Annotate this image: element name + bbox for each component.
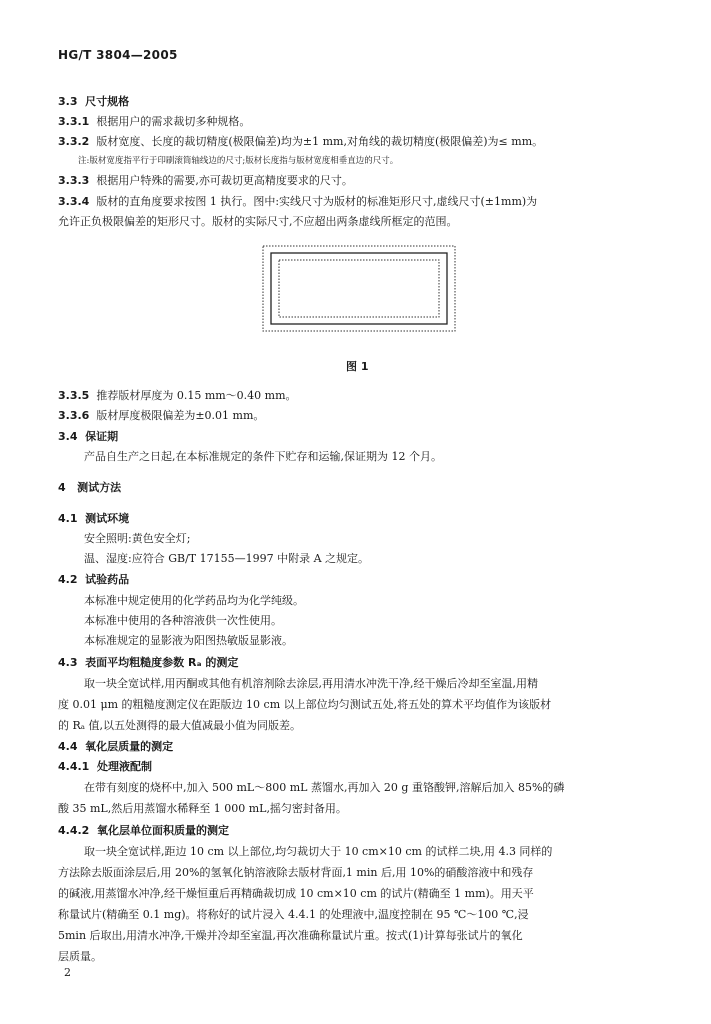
section-number: 4 bbox=[58, 481, 66, 494]
clause-number: 3.3.6 bbox=[58, 409, 90, 422]
section-4-4-1-line-2: 酸 35 mL,然后用蒸馏水稀释至 1 000 mL,摇匀密封备用。 bbox=[58, 802, 347, 815]
section-3-4-body: 产品自生产之日起,在本标准规定的条件下贮存和运输,保证期为 12 个月。 bbox=[84, 450, 442, 463]
clause-3-3-5 bbox=[58, 388, 297, 404]
section-4-4-2-line-4: 称量试片(精确至 0.1 mg)。将称好的试片浸入 4.4.1 的处理液中,温度控制在 95 ℃～100 ℃,浸 bbox=[58, 908, 529, 921]
clause-text: 根据用户特殊的需要,亦可裁切更高精度要求的尺寸。 bbox=[96, 174, 353, 187]
clause-3-3-2 bbox=[58, 134, 543, 150]
section-4-4-2-line-6: 层质量。 bbox=[58, 950, 102, 963]
section-title: 氧化层质量的测定 bbox=[85, 740, 174, 753]
clause-3-3-4-line-2: 允许正负极限偏差的矩形尺寸。版材的实际尺寸,不应超出两条虚线所框定的范围。 bbox=[58, 215, 458, 228]
section-4-4-1-heading bbox=[58, 759, 152, 775]
clause-text: 版材厚度极限偏差为±0.01 mm。 bbox=[96, 409, 265, 422]
section-title: 保证期 bbox=[85, 430, 119, 443]
section-title: 表面平均粗糙度参数 Rₐ 的测定 bbox=[85, 656, 239, 669]
clause-number: 3.3.1 bbox=[58, 115, 90, 128]
section-number: 4.1 bbox=[58, 512, 78, 525]
standard-rect bbox=[271, 253, 447, 324]
section-4-3-line-2: 度 0.01 μm 的粗糙度测定仪在距版边 10 cm 以上部位均匀测试五处,将五处的算术平均值作为该版材 bbox=[58, 698, 552, 711]
section-title: 测试方法 bbox=[77, 481, 122, 494]
section-4-3-heading bbox=[58, 655, 238, 671]
section-title: 尺寸规格 bbox=[85, 95, 130, 108]
section-number: 4.4 bbox=[58, 740, 78, 753]
clause-3-3-1 bbox=[58, 114, 250, 130]
section-number: 3.4 bbox=[58, 430, 78, 443]
clause-text: 版材的直角度要求按图 1 执行。图中:实线尺寸为版材的标准矩形尺寸,虚线尺寸(±1mm)为 bbox=[96, 195, 538, 208]
clause-3-3-4-line-1 bbox=[58, 194, 537, 210]
clause-text: 版材宽度、长度的裁切精度(极限偏差)均为±1 mm,对角线的裁切精度(极限偏差)为≤ mm。 bbox=[96, 135, 544, 148]
section-title: 氧化层单位面积质量的测定 bbox=[97, 824, 229, 837]
section-4-1-heading bbox=[58, 511, 129, 527]
section-4-1-line-1: 安全照明:黄色安全灯; bbox=[84, 532, 191, 545]
note-3-3-2: 注:版材宽度指平行于印刷滚筒轴线边的尺寸;版材长度指与版材宽度相垂直边的尺寸。 bbox=[78, 156, 399, 166]
clause-text: 根据用户的需求裁切多种规格。 bbox=[96, 115, 251, 128]
section-4-3-line-1: 取一块全宽试样,用丙酮或其他有机溶剂除去涂层,再用清水冲洗干净,经干燥后冷却至室温,用精 bbox=[84, 677, 538, 690]
section-4-2-line-1: 本标准中规定使用的化学药品均为化学纯级。 bbox=[84, 594, 304, 607]
document-code-header: HG/T 3804—2005 bbox=[58, 48, 178, 62]
section-4-4-heading bbox=[58, 739, 173, 755]
section-4-4-2-heading bbox=[58, 823, 229, 839]
section-4-4-2-line-2: 方法除去版面涂层后,用 20%的氢氧化钠溶液除去版材背面,1 min 后,用 10%的硝酸溶液中和残存 bbox=[58, 866, 534, 879]
page-number: 2 bbox=[64, 966, 71, 979]
inner-tolerance-rect bbox=[279, 260, 439, 317]
section-4-4-2-line-5: 5min 后取出,用清水冲净,干燥并冷却至室温,再次准确称量试片重。按式(1)计算每张试片的氧化 bbox=[58, 929, 523, 942]
section-number: 4.2 bbox=[58, 573, 78, 586]
section-3-4-heading bbox=[58, 429, 118, 445]
section-4-heading bbox=[58, 480, 121, 496]
section-title: 测试环境 bbox=[85, 512, 130, 525]
section-title: 处理液配制 bbox=[97, 760, 152, 773]
section-4-4-2-line-3: 的碱液,用蒸馏水冲净,经干燥恒重后再精确裁切成 10 cm×10 cm 的试片(精确至 1 mm)。用天平 bbox=[58, 887, 534, 900]
section-number: 4.4.1 bbox=[58, 760, 90, 773]
section-number: 3.3 bbox=[58, 95, 78, 108]
section-4-4-2-line-1: 取一块全宽试样,距边 10 cm 以上部位,均匀裁切大于 10 cm×10 cm 的试样二块,用 4.3 同样的 bbox=[84, 845, 553, 858]
outer-tolerance-rect bbox=[263, 246, 455, 331]
figure-caption: 图 1 bbox=[346, 360, 369, 373]
clause-number: 3.3.4 bbox=[58, 195, 90, 208]
section-4-3-line-3: 的 Rₐ 值,以五处测得的最大值减最小值为同版差。 bbox=[58, 719, 302, 732]
section-4-2-line-2: 本标准中使用的各种溶液供一次性使用。 bbox=[84, 614, 282, 627]
clause-number: 3.3.2 bbox=[58, 135, 90, 148]
clause-text: 推荐版材厚度为 0.15 mm～0.40 mm。 bbox=[96, 389, 297, 402]
section-4-2-heading bbox=[58, 572, 129, 588]
section-title: 试验药品 bbox=[85, 573, 130, 586]
clause-3-3-3 bbox=[58, 173, 353, 189]
figure-1-diagram bbox=[262, 245, 456, 332]
section-4-4-1-line-1: 在带有刻度的烧杯中,加入 500 mL～800 mL 蒸馏水,再加入 20 g 重铬酸钾,溶解后加入 85%的磷 bbox=[84, 781, 565, 794]
section-3-3-heading bbox=[58, 94, 129, 110]
clause-3-3-6 bbox=[58, 408, 264, 424]
clause-number: 3.3.5 bbox=[58, 389, 90, 402]
section-4-1-line-2: 温、湿度:应符合 GB/T 17155—1997 中附录 A 之规定。 bbox=[84, 552, 370, 565]
section-number: 4.3 bbox=[58, 656, 78, 669]
clause-number: 3.3.3 bbox=[58, 174, 90, 187]
section-4-2-line-3: 本标准规定的显影液为阳图热敏版显影液。 bbox=[84, 634, 293, 647]
section-number: 4.4.2 bbox=[58, 824, 90, 837]
